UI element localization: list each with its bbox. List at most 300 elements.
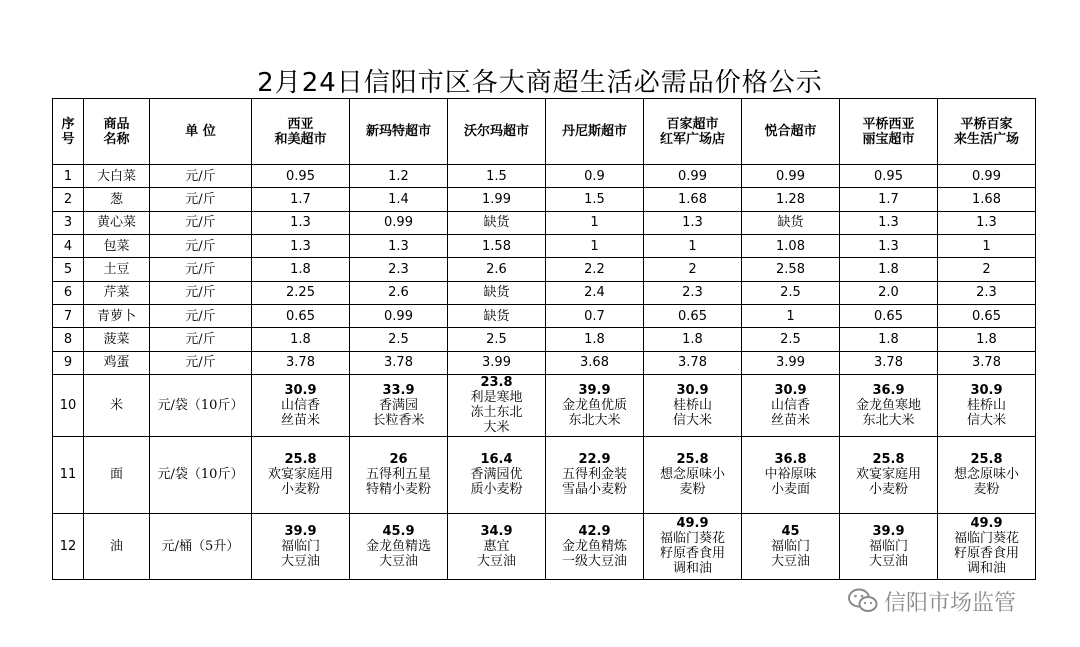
- row-seq: [53, 211, 84, 234]
- price-cell: [644, 328, 742, 351]
- price-cell: [448, 234, 546, 257]
- price-cell: [644, 165, 742, 188]
- brand-name: 山信香 丝苗米: [770, 397, 810, 428]
- price-cell-text: 1.68: [972, 191, 1001, 207]
- price-cell-text: 缺货: [777, 215, 804, 231]
- price-cell: [840, 188, 938, 211]
- row-seq-text: 6: [63, 285, 73, 301]
- table-row: [53, 513, 1036, 579]
- brand-name: 想念原味小 麦粉: [659, 467, 725, 498]
- row-name: [84, 328, 150, 351]
- price-cell: [840, 211, 938, 234]
- watermark-text: 信阳市场监管: [884, 590, 1017, 616]
- row-unit-text: 元/袋（10斤）: [157, 397, 244, 413]
- header-seq: 序 号: [53, 99, 84, 165]
- row-name-text: 芹菜: [103, 285, 130, 301]
- price-cell-text: 0.7: [584, 308, 605, 324]
- price-cell-text: 缺货: [483, 285, 510, 301]
- price-cell: [350, 328, 448, 351]
- brand-name: 五得利金装 雪晶小麦粉: [561, 467, 627, 498]
- price-cell-text: 1.08: [776, 238, 805, 254]
- price-cell-text: 0.99: [678, 168, 707, 184]
- row-name: [84, 374, 150, 436]
- row-seq-text: 7: [63, 308, 73, 324]
- row-unit: [150, 436, 252, 513]
- price-value: 39.9: [578, 382, 611, 398]
- price-cell: [742, 188, 840, 211]
- table-row: [53, 436, 1036, 513]
- price-cell-text: 2: [982, 261, 991, 277]
- brand-name: 中裕原味 小麦面: [764, 467, 817, 498]
- price-cell-text: 1.8: [878, 331, 899, 347]
- row-unit-text: 元/斤: [185, 261, 216, 277]
- row-unit-text: 元/斤: [185, 285, 216, 301]
- price-brand-cell: [938, 374, 1036, 436]
- brand-name: 欢宴家庭用 小麦粉: [855, 467, 921, 498]
- price-cell-text: 0.99: [384, 215, 413, 231]
- price-cell-text: 1.58: [482, 238, 511, 254]
- price-cell-text: 1.8: [584, 331, 605, 347]
- price-brand-cell: [252, 436, 350, 513]
- price-value: 26: [389, 452, 408, 468]
- price-cell: [350, 188, 448, 211]
- brand-name: 福临门葵花 籽原香食用 调和油: [953, 531, 1019, 577]
- price-cell: [644, 234, 742, 257]
- row-seq: [53, 513, 84, 579]
- row-name: [84, 165, 150, 188]
- price-cell-text: 1.3: [976, 215, 997, 231]
- price-brand-cell: [448, 374, 546, 436]
- row-seq-text: 1: [63, 168, 73, 184]
- price-brand-cell: [546, 436, 644, 513]
- price-cell-text: 1.28: [776, 191, 805, 207]
- price-brand-cell: [448, 513, 546, 579]
- price-cell-text: 1.7: [878, 191, 899, 207]
- price-brand-cell: [546, 374, 644, 436]
- price-cell: [448, 304, 546, 327]
- row-seq-text: 10: [59, 397, 77, 413]
- price-cell: [448, 211, 546, 234]
- price-cell-text: 1.4: [388, 191, 409, 207]
- header-store: 悦合超市: [742, 99, 840, 165]
- price-brand-cell: [644, 436, 742, 513]
- price-cell-text: 3.99: [482, 355, 511, 371]
- price-cell-text: 1.3: [682, 215, 703, 231]
- price-cell-text: 2.25: [286, 285, 315, 301]
- brand-name: 山信香 丝苗米: [280, 397, 320, 428]
- row-seq: [53, 234, 84, 257]
- price-value: 25.8: [872, 452, 905, 468]
- row-unit-text: 元/斤: [185, 191, 216, 207]
- price-cell-text: 0.65: [972, 308, 1001, 324]
- price-cell: [252, 188, 350, 211]
- price-cell-text: 2.5: [486, 331, 507, 347]
- row-name: [84, 513, 150, 579]
- price-value: 36.9: [872, 382, 905, 398]
- price-cell: [252, 234, 350, 257]
- price-cell: [350, 165, 448, 188]
- brand-name: 香满园优 质小麦粉: [470, 467, 523, 498]
- price-brand-cell: [840, 436, 938, 513]
- price-cell: [742, 351, 840, 374]
- price-value: 34.9: [480, 523, 513, 539]
- price-brand-cell: [350, 374, 448, 436]
- brand-name: 福临门 大豆油: [868, 538, 908, 569]
- price-value: 25.8: [970, 452, 1003, 468]
- price-cell: [742, 211, 840, 234]
- price-value: 36.8: [774, 452, 807, 468]
- price-cell-text: 0.65: [874, 308, 903, 324]
- price-cell: [840, 304, 938, 327]
- price-value: 30.9: [970, 382, 1003, 398]
- price-cell-text: 1: [590, 238, 599, 254]
- price-cell: [742, 234, 840, 257]
- price-cell: [644, 281, 742, 304]
- row-seq: [53, 351, 84, 374]
- price-cell: [252, 165, 350, 188]
- price-cell: [546, 165, 644, 188]
- price-cell: [546, 188, 644, 211]
- table-row: [53, 234, 1036, 257]
- price-cell-text: 缺货: [483, 308, 510, 324]
- row-unit: [150, 188, 252, 211]
- price-value: 30.9: [774, 382, 807, 398]
- table-row: [53, 328, 1036, 351]
- row-unit: [150, 165, 252, 188]
- row-name-text: 鸡蛋: [103, 355, 130, 371]
- price-brand-cell: [546, 513, 644, 579]
- brand-name: 金龙鱼优质 东北大米: [561, 397, 627, 428]
- price-cell-text: 2.5: [780, 331, 801, 347]
- header-store: 百家超市 红军广场店: [644, 99, 742, 165]
- table-row: [53, 165, 1036, 188]
- price-cell-text: 1: [688, 238, 697, 254]
- wechat-icon: [848, 588, 878, 614]
- row-unit: [150, 374, 252, 436]
- price-cell-text: 0.95: [286, 168, 315, 184]
- row-seq-text: 3: [63, 215, 73, 231]
- price-cell: [546, 351, 644, 374]
- price-cell-text: 2.0: [878, 285, 899, 301]
- price-value: 33.9: [382, 382, 415, 398]
- price-cell: [644, 351, 742, 374]
- price-cell: [938, 234, 1036, 257]
- price-cell: [546, 211, 644, 234]
- row-unit: [150, 258, 252, 281]
- price-brand-cell: [840, 374, 938, 436]
- price-brand-cell: [252, 374, 350, 436]
- price-cell-text: 1: [590, 215, 599, 231]
- price-cell-text: 缺货: [483, 215, 510, 231]
- row-name-text: 大白菜: [96, 168, 136, 184]
- row-seq-text: 2: [63, 191, 73, 207]
- price-cell-text: 1.3: [878, 215, 899, 231]
- price-brand-cell: [644, 513, 742, 579]
- price-cell: [350, 234, 448, 257]
- row-seq: [53, 304, 84, 327]
- row-name-text: 油: [109, 538, 123, 554]
- price-cell-text: 2.6: [388, 285, 409, 301]
- price-cell: [252, 304, 350, 327]
- price-cell: [742, 328, 840, 351]
- row-seq: [53, 188, 84, 211]
- price-cell: [644, 188, 742, 211]
- price-cell: [448, 165, 546, 188]
- row-unit-text: 元/斤: [185, 308, 216, 324]
- row-unit-text: 元/斤: [185, 355, 216, 371]
- price-cell: [840, 281, 938, 304]
- price-value: 22.9: [578, 452, 611, 468]
- brand-name: 金龙鱼精炼 一级大豆油: [561, 538, 627, 569]
- price-cell: [938, 328, 1036, 351]
- price-cell-text: 1.3: [290, 238, 311, 254]
- brand-name: 五得利五星 特精小麦粉: [365, 467, 431, 498]
- price-cell: [546, 328, 644, 351]
- row-seq: [53, 165, 84, 188]
- price-cell-text: 1.2: [388, 168, 409, 184]
- header-store: 西亚 和美超市: [252, 99, 350, 165]
- price-brand-cell: [350, 436, 448, 513]
- header-unit: 单 位: [150, 99, 252, 165]
- header-store: 平桥百家 来生活广场: [938, 99, 1036, 165]
- price-cell-text: 1.8: [290, 331, 311, 347]
- row-unit: [150, 513, 252, 579]
- price-value: 30.9: [676, 382, 709, 398]
- price-value: 23.8: [480, 375, 513, 391]
- price-cell: [742, 258, 840, 281]
- brand-name: 金龙鱼寒地 东北大米: [855, 397, 921, 428]
- header-store: 新玛特超市: [350, 99, 448, 165]
- brand-name: 欢宴家庭用 小麦粉: [267, 467, 333, 498]
- price-cell: [644, 211, 742, 234]
- price-cell-text: 1.3: [878, 238, 899, 254]
- table-row: [53, 351, 1036, 374]
- price-cell-text: 1.8: [290, 261, 311, 277]
- price-cell-text: 2.58: [776, 261, 805, 277]
- row-name: [84, 234, 150, 257]
- brand-name: 惠宜 大豆油: [476, 538, 516, 569]
- price-value: 25.8: [284, 452, 317, 468]
- price-cell-text: 3.68: [580, 355, 609, 371]
- price-cell: [546, 258, 644, 281]
- price-cell-text: 1.8: [682, 331, 703, 347]
- table-row: [53, 374, 1036, 436]
- row-seq-text: 5: [63, 261, 73, 277]
- row-name-text: 米: [109, 397, 123, 413]
- price-cell-text: 3.78: [972, 355, 1001, 371]
- brand-name: 想念原味小 麦粉: [953, 467, 1019, 498]
- price-cell-text: 0.99: [776, 168, 805, 184]
- price-brand-cell: [742, 436, 840, 513]
- header-store: 平桥西亚 丽宝超市: [840, 99, 938, 165]
- price-cell-text: 0.65: [286, 308, 315, 324]
- price-cell: [938, 304, 1036, 327]
- price-cell: [840, 165, 938, 188]
- row-name-text: 包菜: [103, 238, 130, 254]
- price-value: 30.9: [284, 382, 317, 398]
- price-cell-text: 2.3: [682, 285, 703, 301]
- brand-name: 桂桥山 信大米: [966, 397, 1006, 428]
- row-unit: [150, 281, 252, 304]
- price-cell: [938, 258, 1036, 281]
- row-unit-text: 元/袋（10斤）: [157, 467, 244, 483]
- price-cell-text: 3.99: [776, 355, 805, 371]
- row-unit: [150, 351, 252, 374]
- price-cell-text: 1.99: [482, 191, 511, 207]
- header-name: 商品 名称: [84, 99, 150, 165]
- price-brand-cell: [252, 513, 350, 579]
- price-cell: [840, 351, 938, 374]
- price-cell-text: 0.99: [972, 168, 1001, 184]
- row-seq: [53, 436, 84, 513]
- row-unit: [150, 234, 252, 257]
- price-cell-text: 2.3: [388, 261, 409, 277]
- brand-name: 桂桥山 信大米: [672, 397, 712, 428]
- price-cell: [252, 351, 350, 374]
- price-cell: [938, 165, 1036, 188]
- price-value: 16.4: [480, 452, 513, 468]
- price-cell: [644, 258, 742, 281]
- brand-name: 香满园 长粒香米: [372, 397, 425, 428]
- table-row: [53, 281, 1036, 304]
- row-seq-text: 12: [59, 538, 77, 554]
- price-cell: [252, 211, 350, 234]
- price-cell-text: 2.3: [976, 285, 997, 301]
- brand-name: 利是寒地 冻土东北 大米: [470, 390, 523, 436]
- price-cell: [840, 328, 938, 351]
- price-cell: [448, 281, 546, 304]
- price-cell: [546, 234, 644, 257]
- price-cell: [546, 304, 644, 327]
- price-cell: [252, 328, 350, 351]
- price-cell: [252, 281, 350, 304]
- price-brand-cell: [644, 374, 742, 436]
- price-cell-text: 0.9: [584, 168, 605, 184]
- price-cell: [742, 304, 840, 327]
- price-cell: [350, 304, 448, 327]
- price-cell-text: 1.7: [290, 191, 311, 207]
- price-cell: [448, 351, 546, 374]
- price-cell: [938, 211, 1036, 234]
- price-cell: [252, 258, 350, 281]
- price-cell-text: 1.5: [486, 168, 507, 184]
- watermark: [848, 586, 1016, 616]
- row-name: [84, 304, 150, 327]
- row-unit: [150, 328, 252, 351]
- price-cell-text: 1.3: [388, 238, 409, 254]
- price-cell: [546, 281, 644, 304]
- price-cell-text: 2: [688, 261, 697, 277]
- price-cell: [350, 281, 448, 304]
- row-name: [84, 211, 150, 234]
- price-cell-text: 0.99: [384, 308, 413, 324]
- price-cell: [840, 258, 938, 281]
- price-brand-cell: [350, 513, 448, 579]
- row-unit-text: 元/斤: [185, 238, 216, 254]
- price-value: 25.8: [676, 452, 709, 468]
- row-unit: [150, 211, 252, 234]
- price-value: 49.9: [970, 516, 1003, 532]
- row-name-text: 面: [109, 467, 123, 483]
- price-cell-text: 1.68: [678, 191, 707, 207]
- price-cell-text: 2.6: [486, 261, 507, 277]
- price-cell: [350, 258, 448, 281]
- row-seq-text: 8: [63, 331, 73, 347]
- row-seq: [53, 374, 84, 436]
- price-brand-cell: [448, 436, 546, 513]
- row-name: [84, 258, 150, 281]
- price-cell-text: 1.8: [976, 331, 997, 347]
- row-unit-text: 元/斤: [185, 168, 216, 184]
- price-cell: [350, 211, 448, 234]
- row-seq: [53, 258, 84, 281]
- row-unit-text: 元/斤: [185, 215, 216, 231]
- price-brand-cell: [938, 513, 1036, 579]
- price-cell-text: 3.78: [286, 355, 315, 371]
- price-cell-text: 2.5: [780, 285, 801, 301]
- price-value: 42.9: [578, 523, 611, 539]
- row-seq-text: 11: [59, 467, 77, 483]
- price-value: 39.9: [284, 523, 317, 539]
- row-name: [84, 281, 150, 304]
- price-cell: [448, 188, 546, 211]
- price-cell-text: 1: [786, 308, 795, 324]
- price-cell: [938, 188, 1036, 211]
- table-row: [53, 258, 1036, 281]
- brand-name: 福临门 大豆油: [280, 538, 320, 569]
- price-cell: [840, 234, 938, 257]
- price-cell-text: 1.3: [290, 215, 311, 231]
- price-cell-text: 1: [982, 238, 991, 254]
- price-cell: [350, 351, 448, 374]
- price-value: 45.9: [382, 523, 415, 539]
- row-seq: [53, 328, 84, 351]
- row-unit: [150, 304, 252, 327]
- price-value: 49.9: [676, 516, 709, 532]
- row-seq: [53, 281, 84, 304]
- table-row: [53, 304, 1036, 327]
- price-cell-text: 3.78: [678, 355, 707, 371]
- price-table: [52, 98, 1036, 580]
- brand-name: 金龙鱼精选 大豆油: [365, 538, 431, 569]
- row-name-text: 葱: [109, 191, 123, 207]
- price-cell: [448, 328, 546, 351]
- price-cell-text: 2.2: [584, 261, 605, 277]
- brand-name: 福临门 大豆油: [770, 538, 810, 569]
- price-brand-cell: [742, 513, 840, 579]
- price-cell: [448, 258, 546, 281]
- price-cell-text: 2.4: [584, 285, 605, 301]
- price-brand-cell: [938, 436, 1036, 513]
- price-brand-cell: [840, 513, 938, 579]
- brand-name: 福临门葵花 籽原香食用 调和油: [659, 531, 725, 577]
- header-store: 丹尼斯超市: [546, 99, 644, 165]
- price-cell-text: 3.78: [874, 355, 903, 371]
- price-cell-text: 0.65: [678, 308, 707, 324]
- row-name-text: 青萝卜: [96, 308, 136, 324]
- row-unit-text: 元/桶（5升）: [161, 538, 240, 554]
- page-title: 2月24日信阳市区各大商超生活必需品价格公示: [257, 68, 823, 98]
- price-value: 39.9: [872, 523, 905, 539]
- row-name-text: 菠菜: [103, 331, 130, 347]
- price-cell-text: 3.78: [384, 355, 413, 371]
- price-cell: [742, 165, 840, 188]
- price-cell: [938, 281, 1036, 304]
- table-row: [53, 211, 1036, 234]
- header-store: 沃尔玛超市: [448, 99, 546, 165]
- price-cell: [938, 351, 1036, 374]
- row-unit-text: 元/斤: [185, 331, 216, 347]
